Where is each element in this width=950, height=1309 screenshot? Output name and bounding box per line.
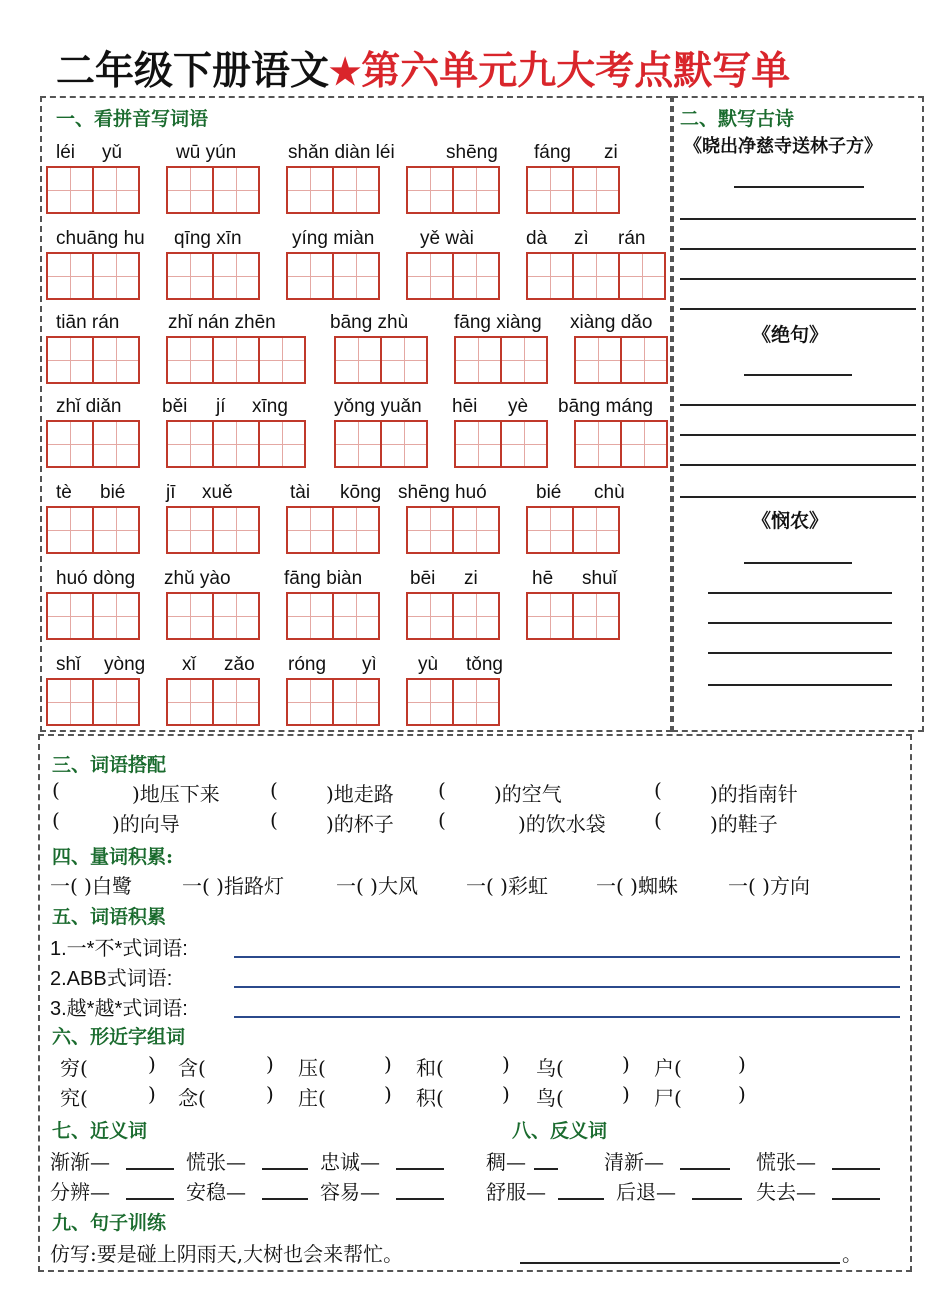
writing-box[interactable]	[334, 336, 426, 384]
paren: (	[654, 778, 662, 802]
pinyin: yíng miàn	[292, 228, 375, 249]
writing-box[interactable]	[46, 678, 138, 726]
pinyin: zi	[604, 142, 618, 163]
paren: (	[270, 808, 278, 832]
answer-line[interactable]	[680, 248, 916, 250]
writing-box[interactable]	[46, 252, 138, 300]
answer-line[interactable]	[262, 1168, 308, 1170]
pinyin: jī	[166, 482, 176, 503]
answer-line[interactable]	[734, 186, 864, 188]
pinyin: léi	[56, 142, 76, 163]
paren: )	[502, 1082, 510, 1106]
poem-title-3: 《悯农》	[752, 510, 829, 532]
writing-box[interactable]	[406, 592, 498, 640]
page-title	[56, 40, 916, 102]
answer-line[interactable]	[680, 218, 916, 220]
paren: (	[270, 778, 278, 802]
answer-line[interactable]	[832, 1168, 880, 1170]
pinyin: hē	[532, 568, 554, 589]
char-item: 和(	[416, 1056, 444, 1080]
synonym-item: 慌张—	[186, 1150, 246, 1174]
char-item: 积(	[416, 1086, 444, 1110]
star-icon: ★	[329, 51, 362, 93]
section-2-title: 二、默写古诗	[680, 108, 795, 130]
pinyin: chù	[594, 482, 625, 503]
writing-box[interactable]	[574, 420, 666, 468]
phrase[interactable]: )地压下来	[132, 782, 220, 806]
char-item: 穷(	[60, 1056, 88, 1080]
pinyin: tài	[290, 482, 311, 503]
pinyin: zhǐ nán zhēn	[168, 312, 276, 333]
answer-line[interactable]	[744, 374, 852, 376]
pinyin: rán	[618, 228, 646, 249]
pinyin: tiān rán	[56, 312, 120, 333]
imitation-prompt: 仿写:要是碰上阴雨天,大树也会来帮忙。	[50, 1242, 404, 1266]
writing-box[interactable]	[286, 166, 378, 214]
writing-box[interactable]	[166, 420, 304, 468]
writing-box[interactable]	[454, 336, 546, 384]
phrase[interactable]: )地走路	[326, 782, 394, 806]
paren: (	[654, 808, 662, 832]
pinyin: yǔ	[102, 142, 123, 163]
answer-line[interactable]	[558, 1198, 604, 1200]
answer-line[interactable]	[680, 434, 916, 436]
measure-word-item[interactable]: 一( )蜘蛛	[596, 874, 678, 898]
writing-box[interactable]	[166, 592, 258, 640]
word-pattern-label: 3.越*越*式词语:	[50, 998, 188, 1020]
writing-box[interactable]	[166, 336, 304, 384]
pinyin: qīng xīn	[174, 228, 242, 249]
section-3-title: 三、词语搭配	[52, 754, 167, 776]
writing-box[interactable]	[166, 506, 258, 554]
writing-box[interactable]	[286, 678, 378, 726]
pinyin: zi	[464, 568, 478, 589]
pinyin: xīng	[252, 396, 288, 417]
synonym-item: 容易—	[320, 1180, 380, 1204]
antonym-item: 舒服—	[486, 1180, 546, 1204]
writing-box[interactable]	[406, 678, 498, 726]
poem-section-box	[672, 96, 924, 732]
pinyin: huó dòng	[56, 568, 136, 589]
writing-box[interactable]	[406, 252, 498, 300]
answer-line[interactable]	[680, 464, 916, 466]
pinyin: bāng zhù	[330, 312, 409, 333]
section-6-title: 六、形近字组词	[52, 1026, 186, 1048]
paren: )	[266, 1052, 274, 1076]
synonym-item: 渐渐—	[50, 1150, 110, 1174]
answer-line[interactable]	[534, 1168, 558, 1170]
char-item: 户(	[654, 1056, 682, 1080]
pinyin: shuǐ	[582, 568, 617, 589]
answer-line[interactable]	[126, 1198, 174, 1200]
pinyin: fāng xiàng	[454, 312, 542, 333]
antonym-item: 后退—	[616, 1180, 676, 1204]
writing-box[interactable]	[46, 336, 138, 384]
char-item: 鸟(	[536, 1086, 564, 1110]
answer-line[interactable]	[832, 1198, 880, 1200]
word-pattern-label: 2.ABB式词语:	[50, 968, 173, 990]
section-4-title: 四、量词积累:	[52, 846, 174, 868]
pinyin: bié	[100, 482, 126, 503]
writing-box[interactable]	[286, 252, 378, 300]
pinyin: yè	[508, 396, 529, 417]
writing-box[interactable]	[574, 336, 666, 384]
writing-box[interactable]	[406, 166, 498, 214]
answer-line[interactable]	[744, 562, 852, 564]
section-7-title: 七、近义词	[52, 1120, 148, 1142]
pinyin: shǐ	[56, 654, 81, 675]
pinyin: zhǐ diǎn	[56, 396, 122, 417]
pinyin: yě wài	[420, 228, 474, 249]
pinyin: fāng biàn	[284, 568, 363, 589]
pinyin: xǐ	[182, 654, 196, 675]
pinyin: yù	[418, 654, 439, 675]
pinyin: yì	[362, 654, 377, 675]
answer-line[interactable]	[262, 1198, 308, 1200]
writing-box[interactable]	[166, 678, 258, 726]
paren: )	[738, 1052, 746, 1076]
pinyin: jí	[216, 396, 226, 417]
answer-line[interactable]	[234, 1016, 900, 1018]
period: 。	[842, 1242, 862, 1266]
section-5-title: 五、词语积累	[52, 906, 167, 928]
answer-line[interactable]	[234, 986, 900, 988]
writing-box[interactable]	[166, 166, 258, 214]
phrase[interactable]: )的向导	[112, 812, 180, 836]
char-item: 究(	[60, 1086, 88, 1110]
paren: )	[384, 1052, 392, 1076]
char-item: 乌(	[536, 1056, 564, 1080]
paren: (	[438, 808, 446, 832]
phrase[interactable]: )的空气	[494, 782, 562, 806]
paren: )	[502, 1052, 510, 1076]
synonym-item: 分辨—	[50, 1180, 110, 1204]
pinyin: hēi	[452, 396, 478, 417]
measure-word-item[interactable]: 一( )指路灯	[182, 874, 284, 898]
paren: (	[438, 778, 446, 802]
pinyin: xuě	[202, 482, 233, 503]
pinyin: xiàng dǎo	[570, 312, 653, 333]
writing-box[interactable]	[286, 506, 378, 554]
pinyin: chuāng hu	[56, 228, 145, 249]
pinyin: tǒng	[466, 654, 503, 675]
writing-box[interactable]	[334, 420, 426, 468]
pinyin: róng	[288, 654, 327, 675]
writing-box[interactable]	[46, 592, 138, 640]
phrase[interactable]: )的杯子	[326, 812, 394, 836]
answer-line[interactable]	[680, 308, 916, 310]
answer-line[interactable]	[520, 1262, 840, 1264]
writing-box[interactable]	[46, 506, 138, 554]
section-8-title: 八、反义词	[512, 1120, 608, 1142]
paren: (	[52, 778, 60, 802]
answer-line[interactable]	[708, 622, 892, 624]
paren: )	[384, 1082, 392, 1106]
pinyin: tè	[56, 482, 72, 503]
answer-line[interactable]	[680, 404, 916, 406]
pinyin: bāng máng	[558, 396, 654, 417]
paren: )	[148, 1082, 156, 1106]
writing-box[interactable]	[406, 506, 498, 554]
poem-title-1: 《晓出净慈寺送林子方》	[684, 136, 882, 157]
section-1-title: 一、看拼音写词语	[56, 108, 209, 130]
phrase[interactable]: )的鞋子	[710, 812, 778, 836]
char-item: 尸(	[654, 1086, 682, 1110]
writing-box[interactable]	[454, 420, 546, 468]
antonym-item: 慌张—	[756, 1150, 816, 1174]
writing-box[interactable]	[46, 166, 138, 214]
answer-line[interactable]	[680, 496, 916, 498]
answer-line[interactable]	[692, 1198, 742, 1200]
pinyin: yǒng yuǎn	[334, 396, 422, 417]
poem-title-2: 《绝句》	[752, 324, 829, 346]
pinyin: bié	[536, 482, 562, 503]
char-item: 念(	[178, 1086, 206, 1110]
pinyin: yòng	[104, 654, 146, 675]
writing-box[interactable]	[526, 252, 664, 300]
paren: )	[622, 1082, 630, 1106]
synonym-item: 安稳—	[186, 1180, 246, 1204]
answer-line[interactable]	[126, 1168, 174, 1170]
paren: )	[148, 1052, 156, 1076]
phrase[interactable]: )的饮水袋	[518, 812, 606, 836]
measure-word-item[interactable]: 一( )彩虹	[466, 874, 548, 898]
answer-line[interactable]	[708, 592, 892, 594]
pinyin: shǎn diàn léi	[288, 142, 395, 163]
char-item: 含(	[178, 1056, 206, 1080]
measure-word-item[interactable]: 一( )大风	[336, 874, 418, 898]
measure-word-item[interactable]: 一( )方向	[728, 874, 810, 898]
word-pattern-label: 1.一*不*式词语:	[50, 938, 188, 960]
writing-box[interactable]	[286, 592, 378, 640]
answer-line[interactable]	[708, 652, 892, 654]
pinyin: shēng huó	[398, 482, 487, 503]
answer-line[interactable]	[680, 1168, 730, 1170]
measure-word-item[interactable]: 一( )白鹭	[50, 874, 132, 898]
phrase[interactable]: )的指南针	[710, 782, 798, 806]
writing-box[interactable]	[526, 506, 618, 554]
pinyin: kōng	[340, 482, 382, 503]
pinyin: shēng	[446, 142, 498, 163]
synonym-item: 忠诚—	[320, 1150, 380, 1174]
pinyin: dà	[526, 228, 548, 249]
answer-line[interactable]	[396, 1198, 444, 1200]
pinyin: zǎo	[224, 654, 255, 675]
antonym-item: 稠—	[486, 1150, 526, 1174]
paren: )	[622, 1052, 630, 1076]
pinyin: zhǔ yào	[164, 568, 231, 589]
char-item: 庄(	[298, 1086, 326, 1110]
paren: (	[52, 808, 60, 832]
pinyin: bēi	[410, 568, 436, 589]
writing-box[interactable]	[526, 592, 618, 640]
pinyin: wū yún	[176, 142, 237, 163]
char-item: 压(	[298, 1056, 326, 1080]
title-grade: 二年级下册语文	[56, 48, 330, 94]
pinyin: zì	[574, 228, 589, 249]
antonym-item: 清新—	[604, 1150, 664, 1174]
section-9-title: 九、句子训练	[52, 1212, 167, 1234]
pinyin: běi	[162, 396, 188, 417]
answer-line[interactable]	[680, 278, 916, 280]
answer-line[interactable]	[396, 1168, 444, 1170]
writing-box[interactable]	[46, 420, 138, 468]
antonym-item: 失去—	[756, 1180, 816, 1204]
pinyin: fáng	[534, 142, 571, 163]
answer-line[interactable]	[234, 956, 900, 958]
writing-box[interactable]	[166, 252, 258, 300]
title-unit: 第六单元九大考点默写单	[361, 48, 791, 94]
paren: )	[738, 1082, 746, 1106]
writing-box[interactable]	[526, 166, 618, 214]
answer-line[interactable]	[708, 684, 892, 686]
paren: )	[266, 1082, 274, 1106]
